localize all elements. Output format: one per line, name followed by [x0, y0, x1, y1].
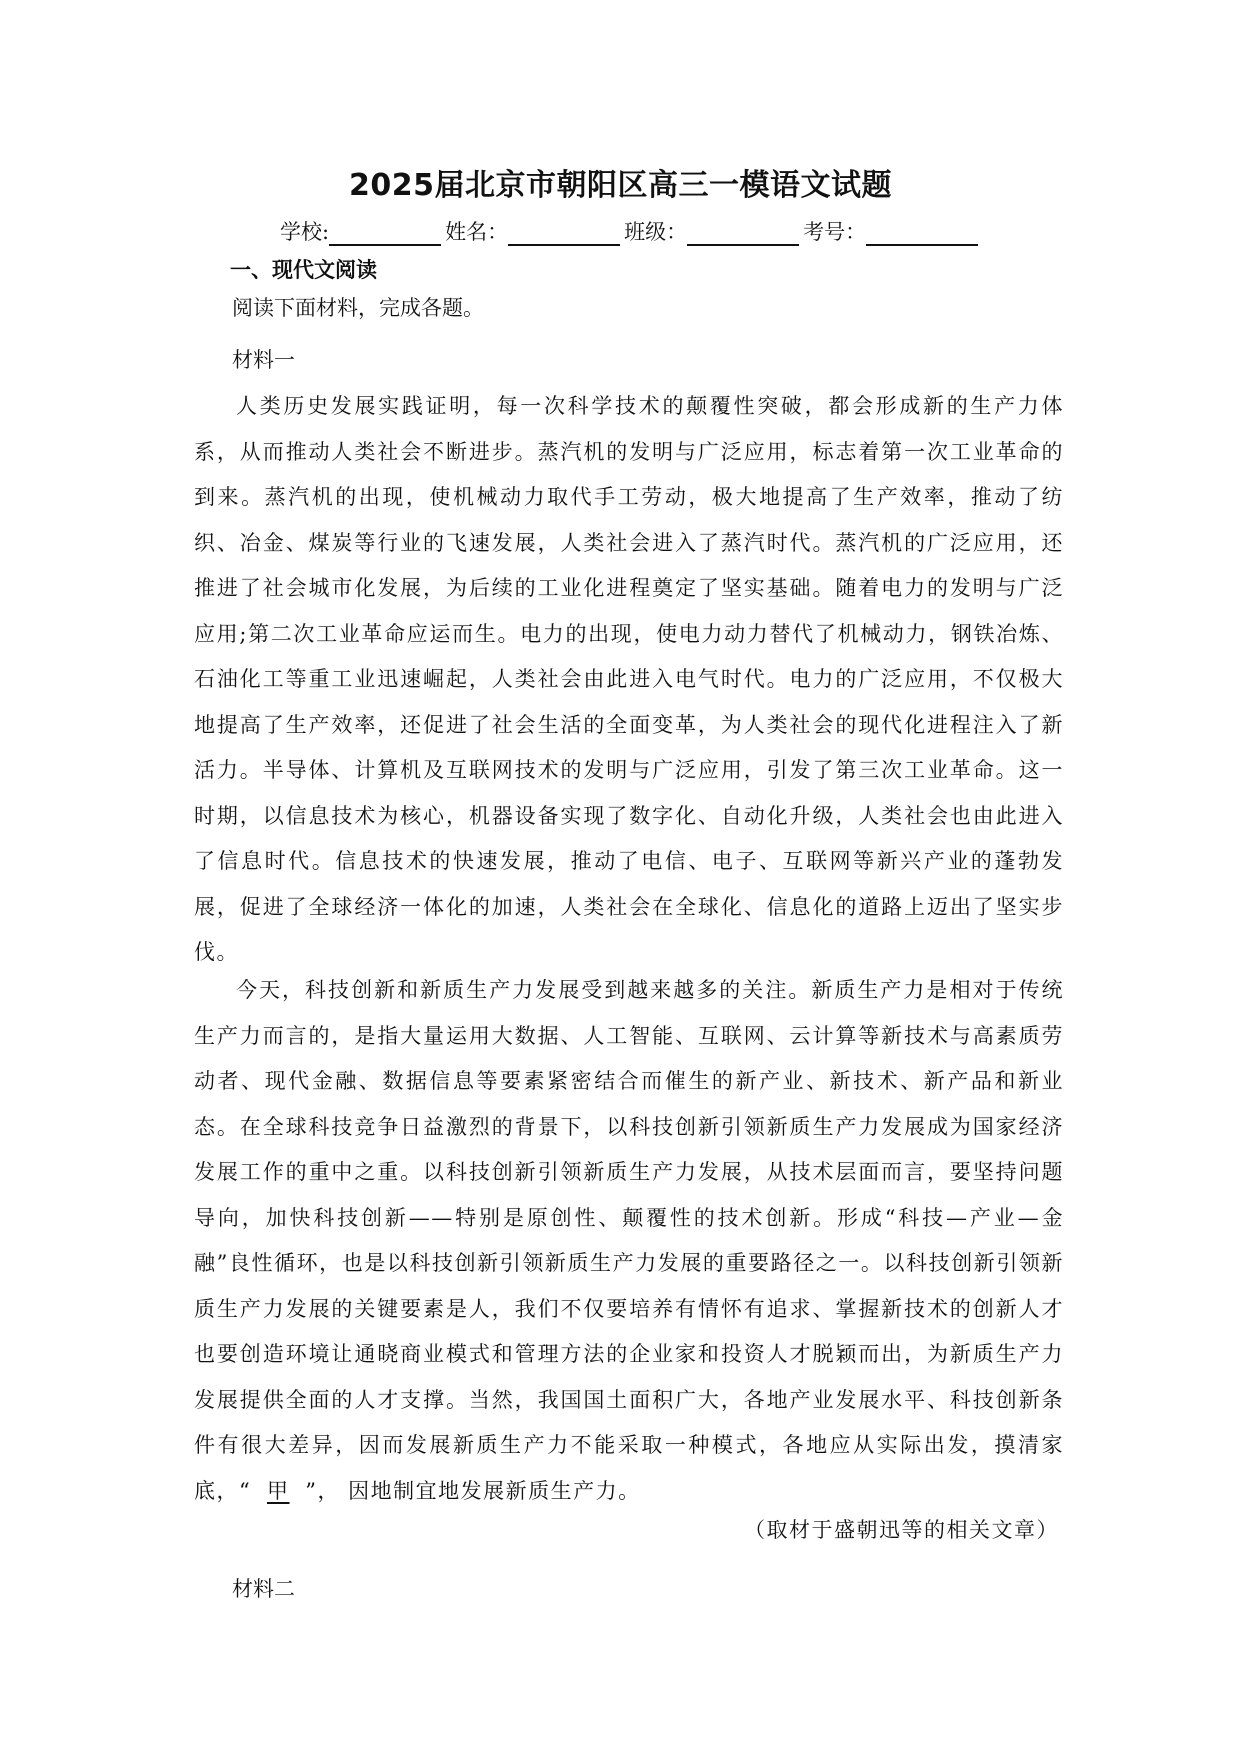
paragraph-2-ending: ”， 因地制宜地发展新质生产力。: [305, 1478, 641, 1503]
material-source-citation: （取材于盛朝迅等的相关文章）: [744, 1518, 1059, 1542]
material-two-label: 材料二: [232, 1577, 295, 1601]
name-blank: [508, 218, 620, 246]
class-blank: [687, 218, 799, 246]
class-label: 班级：: [624, 220, 688, 244]
material-one-paragraph-1: 人类历史发展实践证明，每一次科学技术的颠覆性突破，都会形成新的生产力体系，从而推动人类社会不断进步。蒸汽机的发明与广泛应用，标志着第一次工业革命的到来。蒸汽机的出现，使机械动力取代手工劳动，极大地提高了生产效率，推动了纺织、冶金、煤炭等行业的飞速发展，人类社会进入了蒸汽时代。蒸汽机的广泛应用，还推进了社会城市化发展，为后续的工业化进程奠定了坚实基础。随着电力的发明与广泛应用;第二次工业革命应运而生。电力的出现，使电力动力替代了机械动力，钢铁冶炼、石油化工等重工业迅速崛起，人类社会由此进入电气时代。电力的广泛应用，不仅极大地提高了生产效率，还促进了社会生活的全面变革，为人类社会的现代化进程注入了新活力。半导体、计算机及互联网技术的发明与广泛应用，引发了第三次工业革命。这一时期，以信息技术为核心，机器设备实现了数字化、自动化升级，人类社会也由此进入了信息时代。信息技术的快速发展，推动了电信、电子、互联网等新兴产业的蓬勃发展，促进了全球经济一体化的加速，人类社会在全球化、信息化的道路上迈出了坚实步伐。: [194, 394, 1064, 964]
school-label: 学校:: [280, 220, 330, 244]
section-heading: 一、现代文阅读: [230, 258, 377, 282]
fill-blank-jia: 甲: [267, 1478, 290, 1503]
paragraph-2-text: 今天，科技创新和新质生产力发展受到越来越多的关注。新质生产力是相对于传统生产力而言的，是指大量运用大数据、人工智能、互联网、云计算等新技术与高素质劳动者、现代金融、数据信息等要素紧密结合而催生的新产业、新技术、新产品和新业态。在全球科技竞争日益激烈的背景下，以科技创新引领新质生产力发展成为国家经济发展工作的重中之重。以科技创新引领新质生产力发展，从技术层面而言，要坚持问题导向，加快科技创新——特别是原创性、颠覆性的技术创新。形成“科技—产业—金融”良性循环，也是以科技创新引领新质生产力发展的重要路径之一。以科技创新引领新质生产力发展的关键要素是人，我们不仅要培养有情怀有追求、掌握新技术的创新人才也要创造环境让通晓商业模式和管理方法的企业家和投资人才脱颖而出，为新质生产力发展提供全面的人才支撑。当然，我国国土面积广大，各地产业发展水平、科技创新条件有很大差异，因而发展新质生产力不能采取一种模式，各地应从实际出发，摸清家底，“: [194, 978, 1064, 1503]
exam-number-blank: [866, 218, 978, 246]
page-title: 2025届北京市朝阳区高三一模语文试题: [349, 168, 892, 203]
reading-instruction: 阅读下面材料，完成各题。: [232, 296, 484, 320]
material-one-label: 材料一: [232, 348, 295, 372]
material-one-paragraph-2: [194, 968, 1064, 1514]
name-label: 姓名：: [445, 220, 509, 244]
school-blank: [329, 218, 441, 246]
student-info-line: [280, 216, 982, 246]
exam-number-label: 考号：: [803, 220, 867, 244]
